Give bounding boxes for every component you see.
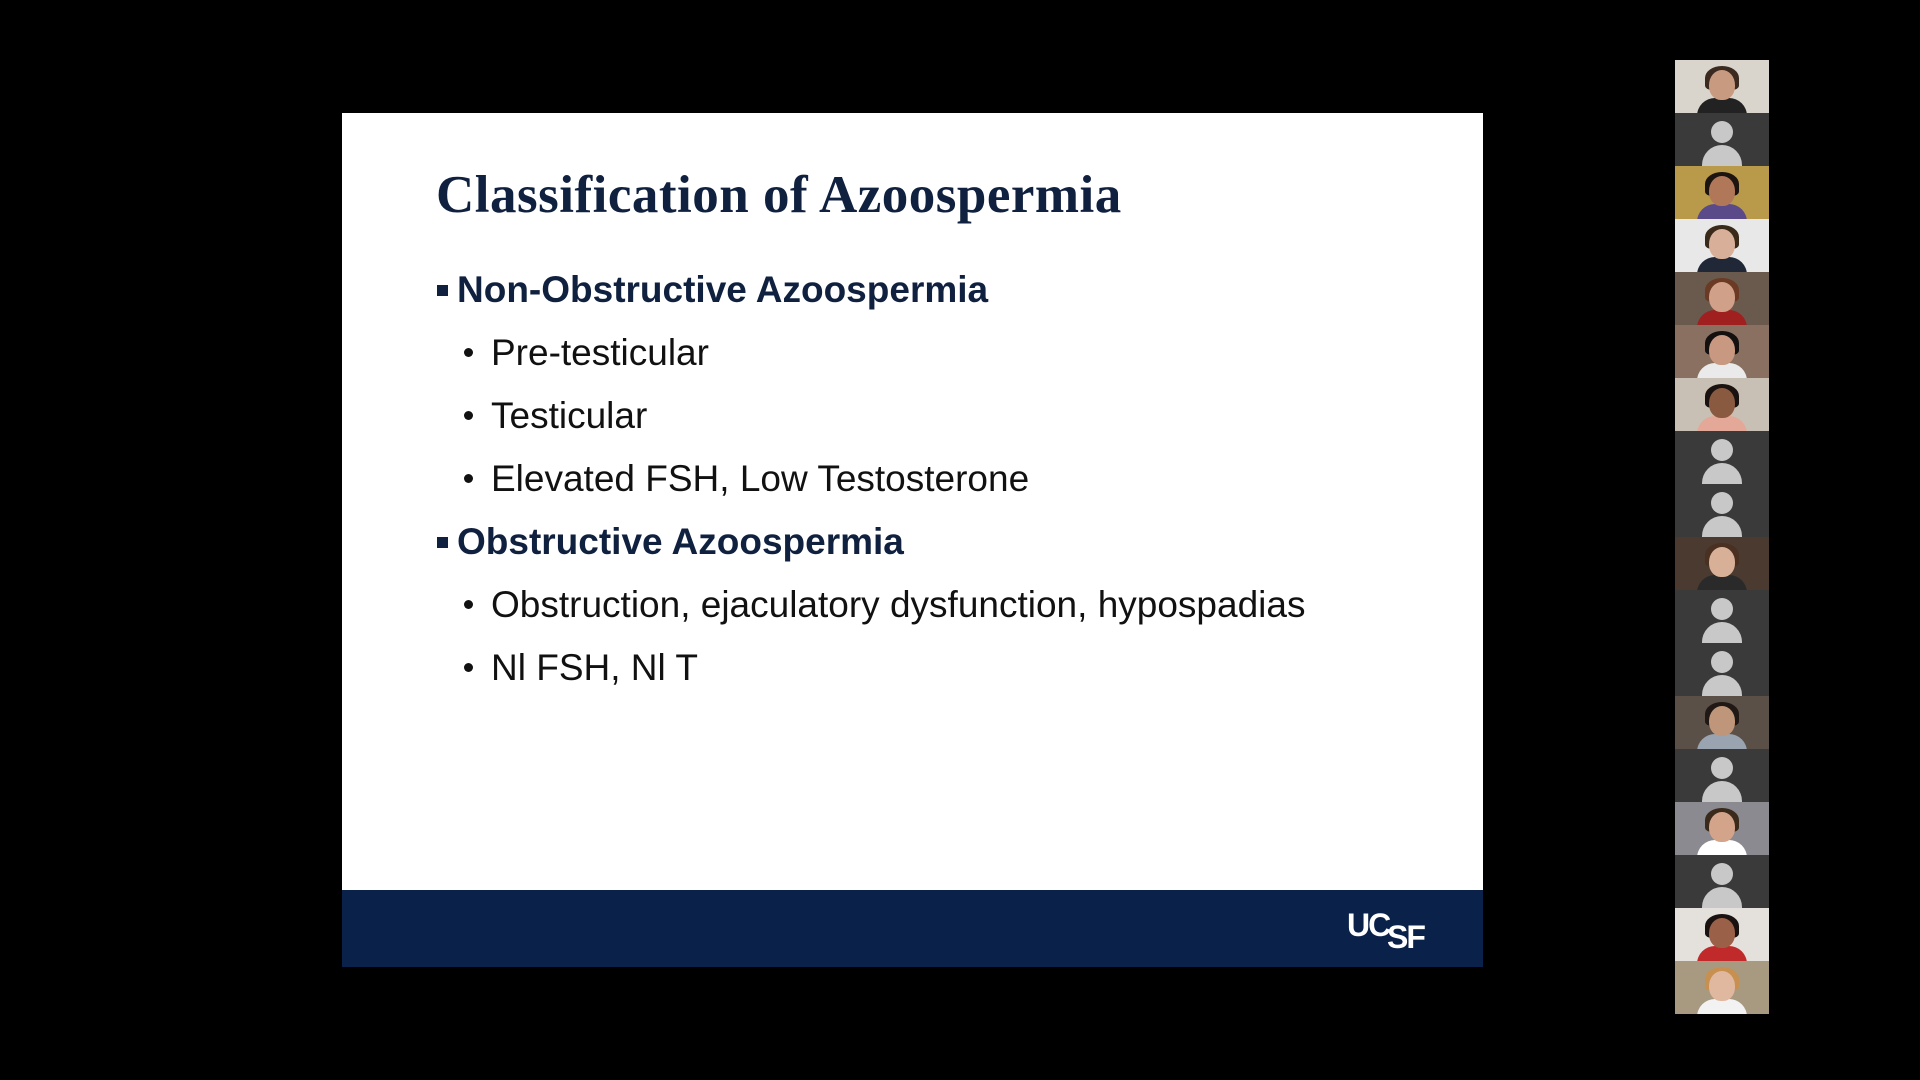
participant-video-feed <box>1709 971 1735 1001</box>
participant-tile-video[interactable] <box>1675 537 1769 590</box>
avatar-icon <box>1711 651 1733 673</box>
avatar-icon <box>1702 675 1742 696</box>
avatar-icon <box>1702 463 1742 484</box>
participant-video-feed <box>1709 812 1735 842</box>
participant-video-feed <box>1709 918 1735 948</box>
avatar-icon <box>1702 781 1742 802</box>
participant-tile-no-video[interactable] <box>1675 431 1769 484</box>
participant-tile-no-video[interactable] <box>1675 590 1769 643</box>
bullet-text: Nl FSH, Nl T <box>491 646 698 688</box>
participant-video-feed <box>1709 70 1735 100</box>
participant-tile-no-video[interactable] <box>1675 855 1769 908</box>
participant-video-feed <box>1697 363 1747 378</box>
participant-video-feed <box>1697 257 1747 272</box>
participant-video-feed <box>1697 416 1747 431</box>
participant-tile-video[interactable] <box>1675 961 1769 1014</box>
section-heading-non-obstructive <box>437 258 1457 321</box>
avatar-icon <box>1702 516 1742 537</box>
square-bullet-icon <box>437 537 448 548</box>
avatar-icon <box>1711 598 1733 620</box>
avatar-icon <box>1711 863 1733 885</box>
bullet-item <box>437 384 1457 447</box>
bullet-text: Pre-testicular <box>491 331 709 373</box>
slide-footer-bar <box>342 890 1483 967</box>
participant-video-feed <box>1697 204 1747 219</box>
bullet-item <box>437 321 1457 384</box>
participant-gallery[interactable] <box>1675 60 1769 1020</box>
participant-tile-no-video[interactable] <box>1675 643 1769 696</box>
participant-tile-video[interactable] <box>1675 325 1769 378</box>
avatar-icon <box>1711 492 1733 514</box>
square-bullet-icon <box>437 285 448 296</box>
participant-video-feed <box>1709 547 1735 577</box>
avatar-icon <box>1711 757 1733 779</box>
avatar-icon <box>1711 121 1733 143</box>
participant-video-feed <box>1709 176 1735 206</box>
section-heading-text: Obstructive Azoospermia <box>457 520 904 562</box>
round-bullet-icon <box>464 600 473 609</box>
participant-tile-video[interactable] <box>1675 219 1769 272</box>
section-heading-obstructive <box>437 510 1457 573</box>
avatar-icon <box>1711 439 1733 461</box>
avatar-icon <box>1702 887 1742 908</box>
participant-video-feed <box>1709 282 1735 312</box>
participant-tile-no-video[interactable] <box>1675 749 1769 802</box>
avatar-icon <box>1702 622 1742 643</box>
round-bullet-icon <box>464 474 473 483</box>
participant-video-feed <box>1709 335 1735 365</box>
participant-video-feed <box>1709 706 1735 736</box>
participant-video-feed <box>1697 310 1747 325</box>
slide-bullet-list <box>437 258 1457 699</box>
round-bullet-icon <box>464 348 473 357</box>
section-heading-text: Non-Obstructive Azoospermia <box>457 268 989 310</box>
bullet-text: Testicular <box>491 394 648 436</box>
participant-tile-no-video[interactable] <box>1675 113 1769 166</box>
participant-tile-video[interactable] <box>1675 378 1769 431</box>
participant-video-feed <box>1697 734 1747 749</box>
bullet-text: Obstruction, ejaculatory dysfunction, hypospadias <box>491 583 1306 625</box>
participant-video-feed <box>1709 229 1735 259</box>
ucsf-logo: UC SF <box>1347 907 1424 955</box>
participant-video-feed <box>1697 98 1747 113</box>
participant-video-feed <box>1697 999 1747 1014</box>
participant-tile-video[interactable] <box>1675 802 1769 855</box>
participant-tile-video[interactable] <box>1675 166 1769 219</box>
participant-tile-video[interactable] <box>1675 908 1769 961</box>
participant-video-feed <box>1709 388 1735 418</box>
slide-title: Classification of Azoospermia <box>436 166 1122 224</box>
participant-tile-no-video[interactable] <box>1675 484 1769 537</box>
bullet-item <box>437 636 1457 699</box>
round-bullet-icon <box>464 663 473 672</box>
participant-video-feed <box>1697 575 1747 590</box>
participant-video-feed <box>1697 946 1747 961</box>
avatar-icon <box>1702 145 1742 166</box>
round-bullet-icon <box>464 411 473 420</box>
presentation-slide <box>342 113 1483 967</box>
participant-tile-video[interactable] <box>1675 60 1769 113</box>
bullet-item <box>437 573 1457 636</box>
bullet-text: Elevated FSH, Low Testosterone <box>491 457 1030 499</box>
bullet-item <box>437 447 1457 510</box>
participant-tile-video[interactable] <box>1675 272 1769 325</box>
participant-tile-video[interactable] <box>1675 696 1769 749</box>
participant-video-feed <box>1697 840 1747 855</box>
